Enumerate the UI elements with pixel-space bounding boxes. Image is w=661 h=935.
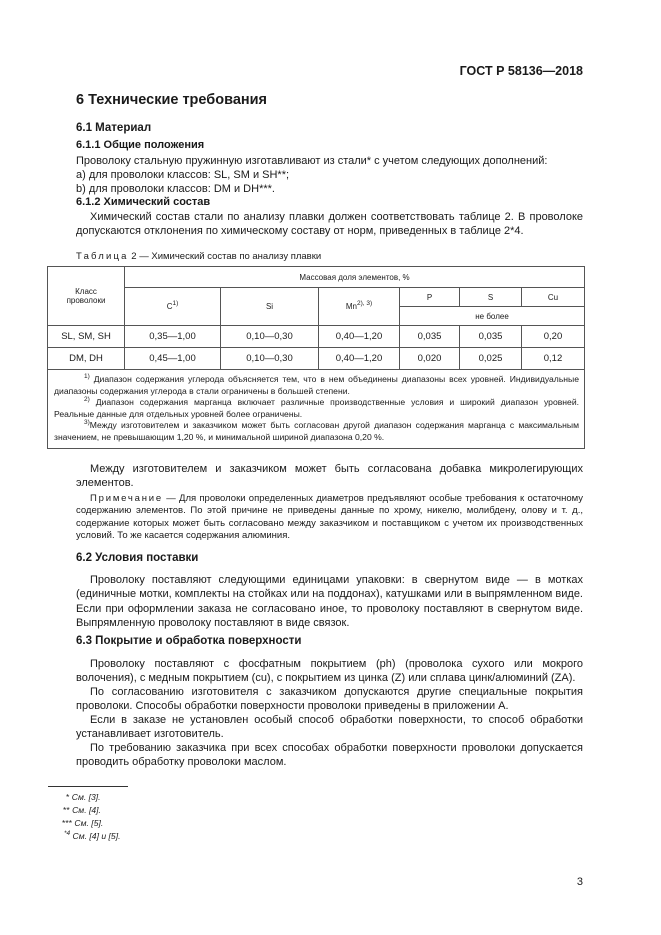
- cell-s: 0,035: [460, 326, 522, 348]
- section-6-3-title: 6.3 Покрытие и обработка поверхности: [76, 635, 302, 647]
- element-mn-header: $Mn^{2), 3)}$: [319, 288, 400, 326]
- page-number: 3: [576, 876, 583, 888]
- standard-header: ГОСТ Р 58136—2018: [459, 64, 583, 78]
- col-mass-header: Массовая доля элементов, %: [125, 267, 585, 288]
- table-note-1: $^{1)}$ Диапазон содержания углерода объясняется тем, что в нем объединены диапазоны всех уровней. Индивидуальные диапазоны содержания углерода в стали ограничены в большей степени.: [54, 373, 580, 396]
- list-item-b: b) для проволоки классов: DM и DH***.: [76, 183, 275, 195]
- col-class-header: Класс проволоки: [48, 267, 125, 326]
- cell-class: SL, SM, SH: [48, 326, 125, 348]
- cell-p: 0,020: [400, 348, 460, 370]
- section-6-1-title: 6.1 Материал: [76, 122, 152, 134]
- section-6-3-p3: Если в заказе не установлен особый способ обработки поверхности, то способ обработки устанавливает изготовитель.: [76, 714, 583, 741]
- section-6-2-title: 6.2 Условия поставки: [76, 552, 199, 564]
- section-6-title: 6 Технические требования: [76, 92, 268, 108]
- table-caption: Таблица 2 — Химический состав по анализу плавки: [76, 251, 322, 262]
- section-6-1-2-title: 6.1.2 Химический состав: [76, 196, 211, 208]
- cell-s: 0,025: [460, 348, 522, 370]
- section-6-1-1-title: 6.1.1 Общие положения: [76, 139, 205, 151]
- footnote-1: * См. [3].: [66, 792, 101, 802]
- element-cu-header: Cu: [522, 288, 585, 307]
- section-6-3-p1: Проволоку поставляют с фосфатным покрытием (ph) (проволока сухого или мокрого волочения), с медным покрытием (cu), с покрытием из цинка (Z) или сплава цинк/алюминий (ZA).: [76, 658, 583, 685]
- microalloying-text: Между изготовителем и заказчиком может быть согласована добавка микролегирующих элементов.: [76, 463, 583, 490]
- not-more-header: не более: [400, 307, 585, 326]
- cell-mn: 0,40—1,20: [319, 326, 400, 348]
- element-si-header: Si: [221, 288, 319, 326]
- cell-c: 0,35—1,00: [125, 326, 221, 348]
- cell-mn: 0,40—1,20: [319, 348, 400, 370]
- table-note-2: $^{2)}$ Диапазон содержания марганца включает различные производственные условия и широкий диапазон уровней. Реальные данные для отдельных уровней более ограничены.: [54, 396, 580, 419]
- cell-si: 0,10—0,30: [221, 348, 319, 370]
- table-row: [48, 348, 585, 370]
- table-note-3: $^{3)}$Между изготовителем и заказчиком может быть согласован другой диапазон содержания марганца с максимальным значением, не превышающим 1,20 %, и минимальной шириной диапазона 0,20 %.: [54, 419, 580, 442]
- cell-class: DM, DH: [48, 348, 125, 370]
- section-6-2-text: Проволоку поставляют следующими единицами упаковки: в свернутом виде — в мотках (единичные мотки, комплекты на стойках или на поддонах), катушками или в выпрямленном виде. Если при оформлении заказа не согласовано иное, то проволоку поставляют в свернутом виде. Выпрямленную проволоку поставляют в виде связок.: [76, 574, 583, 629]
- table-row: [48, 326, 585, 348]
- list-item-a: а) для проволоки классов: SL, SM и SH**;: [76, 169, 290, 181]
- footnote-divider: [48, 786, 128, 787]
- element-s-header: S: [460, 288, 522, 307]
- chemical-composition-table: [47, 266, 585, 449]
- footnote-3: *** См. [5].: [62, 818, 104, 828]
- section-6-3-p4: По требованию заказчика при всех способах обработки поверхности проволоки допускается проводить обработку проволоки маслом.: [76, 742, 583, 769]
- cell-cu: 0,12: [522, 348, 585, 370]
- section-6-3-p2: По согласованию изготовителя с заказчиком допускаются другие специальные покрытия проволоки. Способы обработки поверхности проволоки приведены в приложении А.: [76, 686, 583, 713]
- cell-p: 0,035: [400, 326, 460, 348]
- element-p-header: P: [400, 288, 460, 307]
- cell-cu: 0,20: [522, 326, 585, 348]
- footnote-4: $^{*4}$ См. [4] и [5].: [64, 830, 121, 841]
- cell-c: 0,45—1,00: [125, 348, 221, 370]
- note-paragraph: Примечание — Для проволоки определенных диаметров предъявляют особые требования к остаточному содержанию элементов. По этой причине не приведены данные по хрому, никелю, молибдену, олову и т. д., содержание которых может быть согласовано между заказчиком и поставщиком с учетом их производственных условий. То же касается содержания алюминия.: [76, 493, 583, 542]
- section-6-1-2-text: Химический состав стали по анализу плавки должен соответствовать таблице 2. В проволоке допускаются отклонения по химическому составу от норм, приведенных в таблице 2*4.: [76, 211, 583, 238]
- section-6-1-1-text: Проволоку стальную пружинную изготавливают из стали* с учетом следующих дополнений:: [76, 155, 548, 167]
- footnote-2: ** См. [4].: [63, 805, 101, 815]
- element-c-header: $C^{1)}$: [125, 288, 221, 326]
- cell-si: 0,10—0,30: [221, 326, 319, 348]
- table-notes: [48, 370, 585, 449]
